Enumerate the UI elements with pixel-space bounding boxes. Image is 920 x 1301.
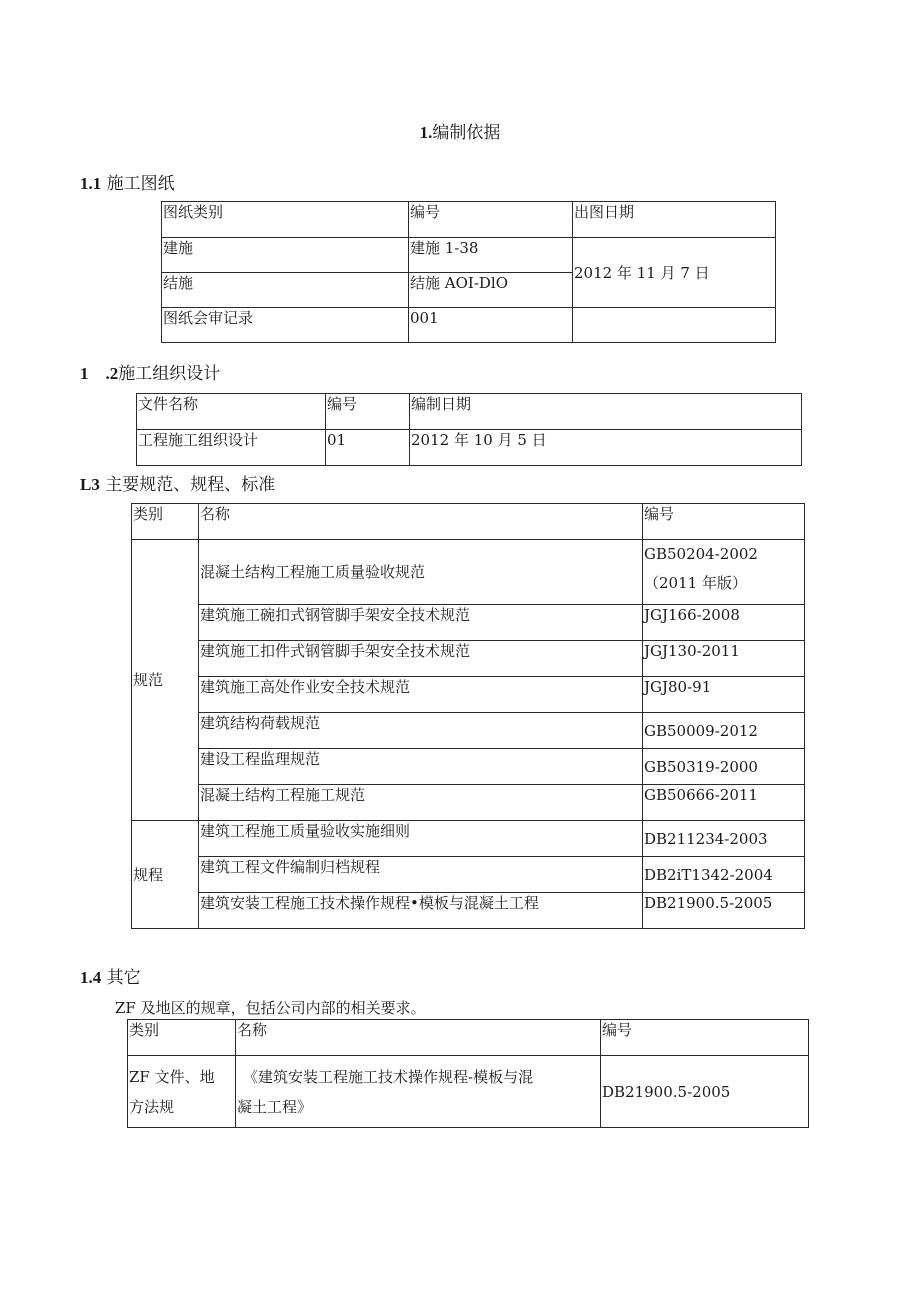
table-cell: 《建筑安装工程施工技术操作规程-模板与混 凝土工程》	[236, 1056, 601, 1128]
table-cell: 建施	[162, 238, 409, 273]
table-cell: 图纸会审记录	[162, 308, 409, 343]
header-name: 名称	[236, 1020, 601, 1056]
other-regulations-table	[127, 1019, 809, 1128]
header-compile-date: 编制日期	[410, 394, 802, 430]
table-cell: JGJ80-91	[643, 677, 805, 713]
category-regulation: 规程	[132, 821, 199, 929]
table-cell: 建施 1-38	[409, 238, 573, 273]
table-cell: 01	[326, 430, 410, 466]
table-cell: DB21900.5-2005	[601, 1056, 809, 1128]
header-issue-date: 出图日期	[573, 202, 776, 238]
table-cell: 2012 年 10 月 5 日	[410, 430, 802, 466]
header-code: 编号	[643, 504, 805, 540]
header-name: 名称	[199, 504, 643, 540]
table-cell: 建设工程监理规范	[199, 749, 643, 785]
section-1-4-heading: 1.4 其它	[80, 968, 141, 988]
header-code: 编号	[409, 202, 573, 238]
header-drawing-type: 图纸类别	[162, 202, 409, 238]
category-specification: 规范	[132, 540, 199, 821]
table-cell: JGJ130-2011	[643, 641, 805, 677]
page-title: 1.编制依据	[419, 123, 501, 143]
standards-table	[131, 503, 805, 929]
table-cell: 建筑工程施工质量验收实施细则	[199, 821, 643, 857]
header-file-name: 文件名称	[137, 394, 326, 430]
section-1-3-heading: L3 主要规范、规程、标准	[80, 475, 276, 495]
table-cell: 混凝土结构工程施工规范	[199, 785, 643, 821]
drawings-table	[161, 201, 776, 343]
table-cell: 建筑安装工程施工技术操作规程•模板与混凝土工程	[199, 893, 643, 929]
section-1-1-heading: 1.1 施工图纸	[80, 174, 175, 194]
table-cell: DB2iT1342-2004	[643, 857, 805, 893]
table-cell: 建筑施工扣件式钢管脚手架安全技术规范	[199, 641, 643, 677]
section-1-4-intro: ZF 及地区的规章，包括公司内部的相关要求。	[115, 999, 426, 1017]
header-code: 编号	[326, 394, 410, 430]
table-cell: 建筑工程文件编制归档规程	[199, 857, 643, 893]
construction-design-table	[136, 393, 802, 466]
table-cell: DB211234-2003	[643, 821, 805, 857]
table-cell: 结施 AOI-DlO	[409, 273, 573, 308]
table-cell: 001	[409, 308, 573, 343]
table-cell: 建筑施工碗扣式钢管脚手架安全技术规范	[199, 605, 643, 641]
table-cell: GB50319-2000	[643, 749, 805, 785]
table-cell: GB50666-2011	[643, 785, 805, 821]
table-cell: JGJ166-2008	[643, 605, 805, 641]
section-1-2-heading: 1 .2施工组织设计	[80, 364, 221, 384]
table-cell: DB21900.5-2005	[643, 893, 805, 929]
header-category: 类别	[132, 504, 199, 540]
header-code: 编号	[601, 1020, 809, 1056]
header-category: 类别	[128, 1020, 236, 1056]
table-cell: 工程施工组织设计	[137, 430, 326, 466]
table-cell: 建筑施工高处作业安全技术规范	[199, 677, 643, 713]
table-cell: 混凝土结构工程施工质量验收规范	[199, 540, 643, 605]
empty-cell	[573, 308, 776, 343]
table-cell: GB50204-2002 （2011 年版）	[643, 540, 805, 605]
issue-date-cell: 2012 年 11 月 7 日	[573, 238, 776, 308]
table-cell: 建筑结构荷载规范	[199, 713, 643, 749]
table-cell: ZF 文件、地 方法规	[128, 1056, 236, 1128]
table-cell: GB50009-2012	[643, 713, 805, 749]
table-cell: 结施	[162, 273, 409, 308]
